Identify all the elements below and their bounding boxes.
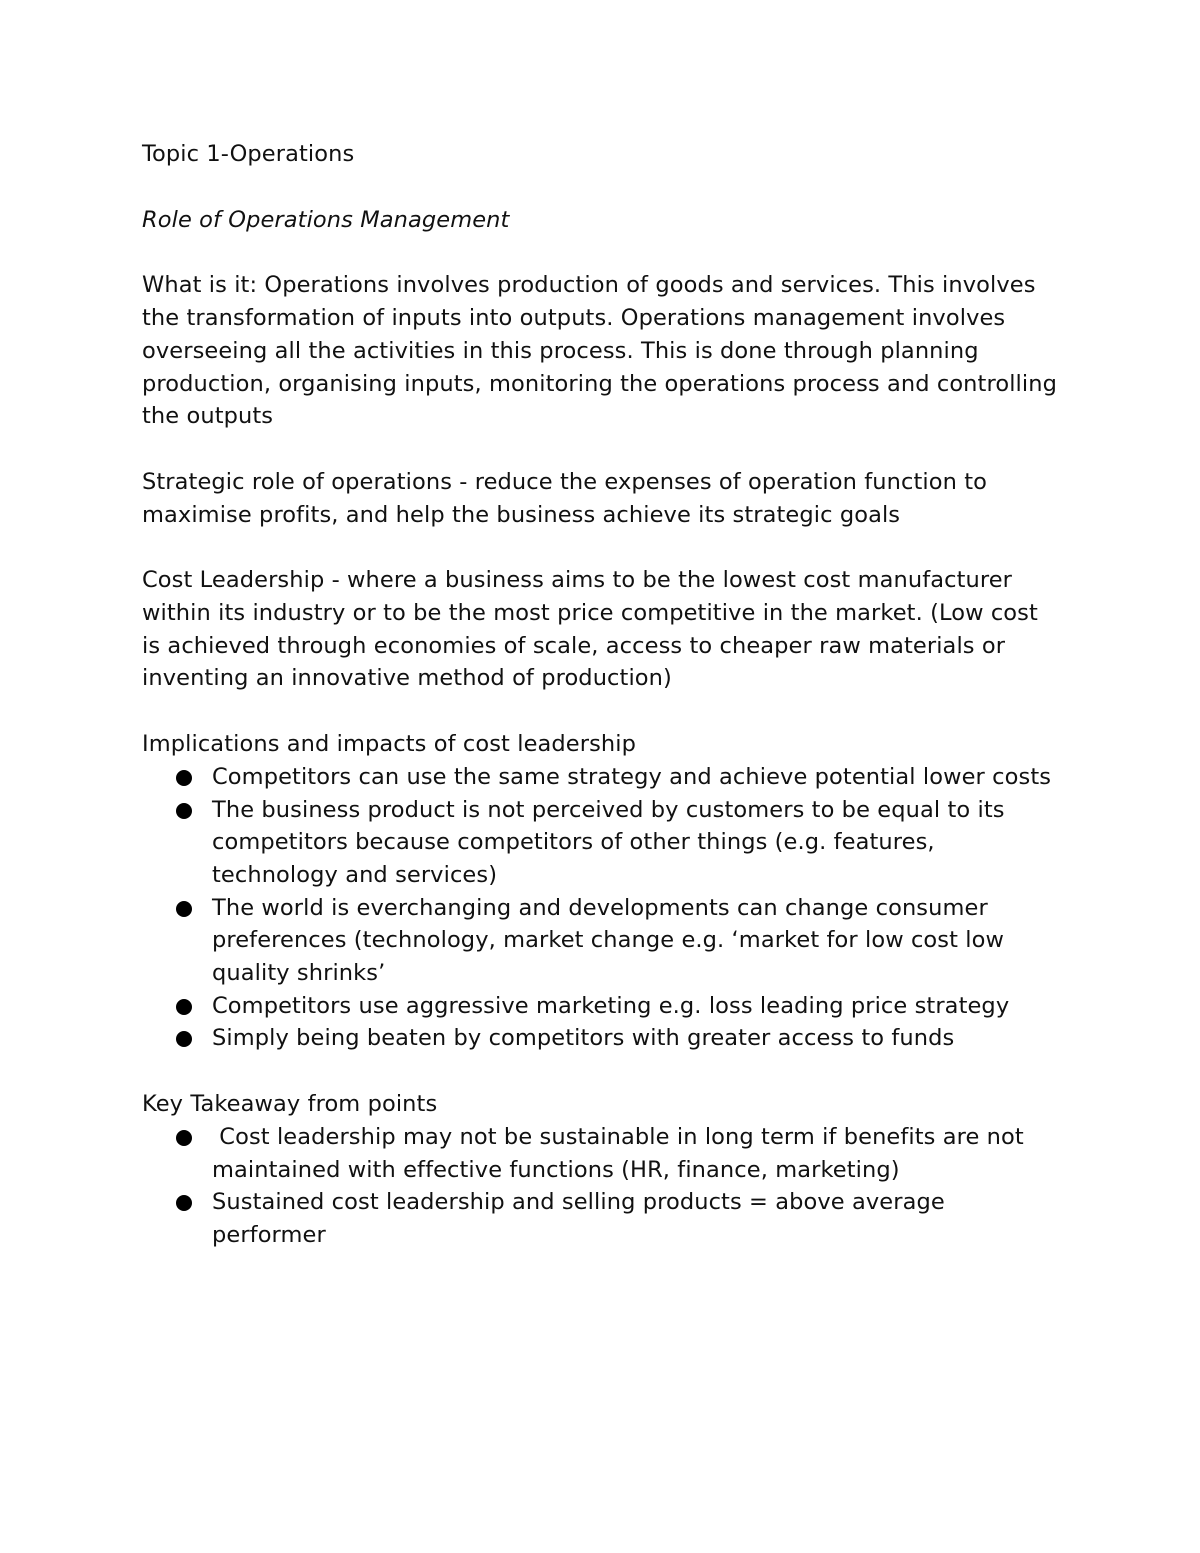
spacer: [142, 531, 1062, 564]
what-is-it-paragraph: What is it: Operations involves production of goods and services. This involves the transformation of inputs into outputs. Operations management involves overseeing all the activities in this process. This is done through planning production, organising inputs, monitoring the operations process and controlling the outputs: [142, 272, 1057, 430]
bullet-icon: [176, 999, 192, 1015]
bullet-icon: [176, 770, 192, 786]
spacer: [142, 171, 1062, 204]
takeaway-heading: Key Takeaway from points: [142, 1091, 438, 1118]
list-item: [212, 761, 1062, 794]
bullet-icon: [176, 1031, 192, 1047]
list-item: [212, 1186, 1062, 1251]
list-item: [212, 1121, 1062, 1186]
spacer: [142, 236, 1062, 269]
spacer: [142, 1055, 1062, 1088]
spacer: [142, 433, 1062, 466]
list-item: [212, 1022, 1062, 1055]
implications-list: [142, 761, 1062, 1055]
strategic-role-paragraph: Strategic role of operations - reduce the expenses of operation function to maximise profits, and help the business achieve its strategic goals: [142, 468, 987, 528]
bullet-icon: [176, 803, 192, 819]
bullet-icon: [176, 1130, 192, 1146]
list-item: [212, 990, 1062, 1023]
document-page: [142, 138, 1062, 1252]
cost-leadership-paragraph: Cost Leadership - where a business aims to be the lowest cost manufacturer within its industry or to be the most price competitive in the market. (Low cost is achieved through economies of scale, access to cheaper raw materials or inventing an innovative method of production): [142, 567, 1038, 692]
spacer: [142, 695, 1062, 728]
list-item: [212, 892, 1062, 990]
takeaway-list: [142, 1121, 1062, 1252]
list-item-text: The business product is not perceived by customers to be equal to its competitors because competitors of other things (e.g. features, technology and services): [212, 796, 1005, 888]
list-item-text: Cost leadership may not be sustainable in long term if benefits are not maintained with effective functions (HR, finance, marketing): [212, 1123, 1032, 1183]
list-item: [212, 794, 1062, 892]
document-title: Topic 1-Operations: [142, 141, 355, 167]
bullet-icon: [176, 1195, 192, 1211]
list-item-text: Simply being beaten by competitors with greater access to funds: [212, 1025, 955, 1052]
bullet-icon: [176, 901, 192, 917]
section-subtitle: Role of Operations Management: [142, 206, 510, 233]
list-item-text: Sustained cost leadership and selling products = above average performer: [212, 1189, 945, 1248]
list-item-text: Competitors use aggressive marketing e.g. loss leading price strategy: [212, 992, 1010, 1019]
list-item-text: The world is everchanging and developments can change consumer preferences (technology, market change e.g. ‘market for low cost low quality shrinks’: [212, 894, 1005, 987]
implications-heading: Implications and impacts of cost leadership: [142, 731, 637, 758]
list-item-text: Competitors can use the same strategy and achieve potential lower costs: [212, 763, 1052, 790]
